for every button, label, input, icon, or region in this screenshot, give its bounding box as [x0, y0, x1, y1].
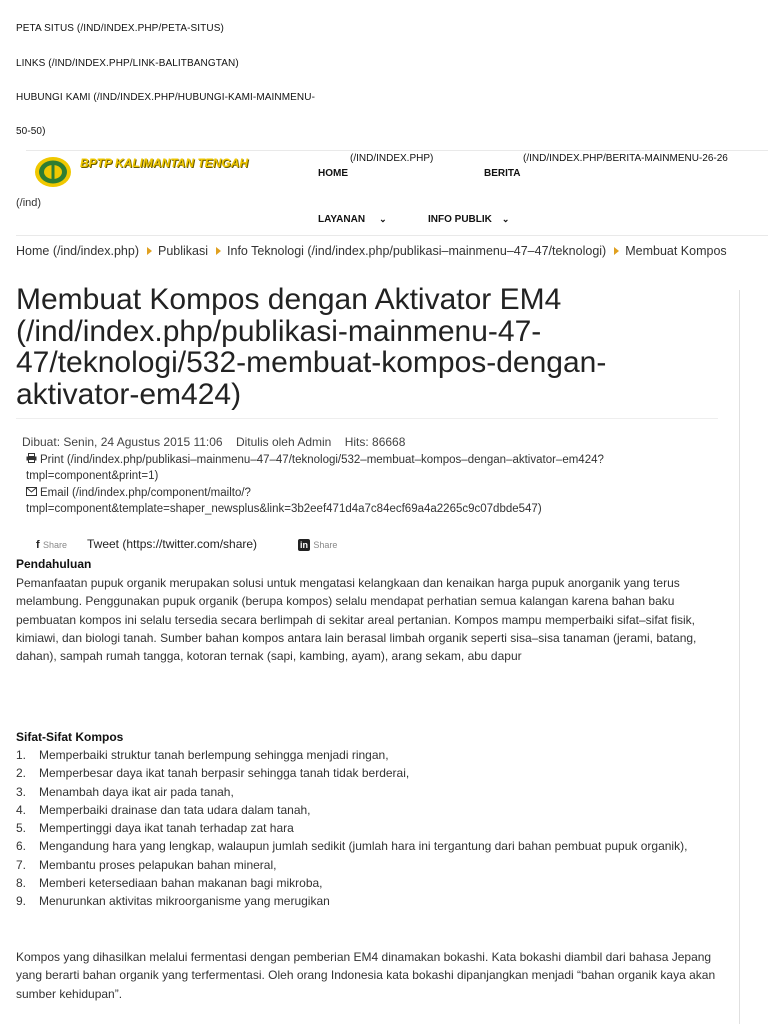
intro-heading: Pendahuluan — [16, 557, 92, 571]
nav-berita[interactable]: BERITA — [484, 168, 521, 179]
breadcrumb-publikasi[interactable]: Publikasi — [157, 244, 209, 258]
top-link-contact-cont[interactable]: 50-50) — [16, 126, 46, 137]
logo-emblem-icon[interactable] — [33, 155, 73, 189]
list-item-number: 4. — [16, 802, 27, 817]
article-meta — [22, 435, 415, 449]
top-link-contact[interactable]: HUBUNGI KAMI (/IND/INDEX.PHP/HUBUNGI-KAMI-MAINMENU- — [16, 92, 316, 103]
top-link-links[interactable]: LINKS (/IND/INDEX.PHP/LINK-BALITBANGTAN) — [16, 58, 239, 69]
top-link-site-map[interactable]: PETA SITUS (/IND/INDEX.PHP/PETA-SITUS) — [16, 23, 224, 34]
props-heading: Sifat-Sifat Kompos — [16, 730, 124, 744]
list-item — [16, 783, 716, 801]
list-item-number: 8. — [16, 876, 27, 891]
breadcrumb-home[interactable]: Home (/ind/index.php) — [16, 244, 139, 258]
breadcrumb-arrow-icon — [614, 247, 619, 255]
list-item-number: 3. — [16, 784, 27, 799]
list-item-number: 6. — [16, 839, 27, 854]
bokashi-paragraph: Kompos yang dihasilkan melalui fermentasi dengan pemberian EM4 dinamakan bokashi. Kata bokashi diambil dari bahasa Jepang yang berarti bahan organik yang terfermentasi. Oleh orang Indonesia kata bokashi dipanjangkan menjadi “bahan organik kaya akan sumber kehidupan”. — [16, 950, 716, 1001]
list-item-number: 7. — [16, 857, 27, 872]
list-item-text: Memperbesar daya ikat tanah berpasir sehingga tanah tidak berderai, — [39, 766, 410, 781]
list-item-number: 5. — [16, 821, 27, 836]
created-date: Dibuat: Senin, 24 Agustus 2015 11:06 — [22, 435, 223, 449]
list-item — [16, 856, 716, 874]
nav-home-url[interactable]: (/IND/INDEX.PHP) — [350, 153, 434, 164]
print-icon — [26, 452, 40, 468]
list-item — [16, 819, 716, 837]
list-item — [16, 874, 716, 892]
logo-link[interactable]: (/ind) — [16, 197, 42, 209]
list-item-text: Memperbaiki struktur tanah berlempung sehingga menjadi ringan, — [39, 748, 389, 762]
list-item — [16, 801, 716, 819]
list-item-text: Mengandung hara yang lengkap, walaupun jumlah sedikit (jumlah hara ini tergantung dari bahan pembuat pupuk organik), — [39, 839, 688, 854]
breadcrumb-current: Membuat Kompos — [625, 244, 727, 258]
author: Ditulis oleh Admin — [235, 435, 332, 449]
props-list — [16, 746, 716, 911]
list-item-text: Membantu proses pelapukan bahan mineral, — [39, 857, 277, 872]
nav-home[interactable]: HOME — [318, 168, 348, 179]
print-link[interactable]: Print (/ind/index.php/publikasi–mainmenu–47–47/teknologi/532–membuat–kompos–dengan–aktivator–em424?tmpl=component&print=1) — [26, 454, 604, 482]
breadcrumb-arrow-icon — [216, 247, 221, 255]
nav-layanan[interactable]: LAYANAN ⌄ — [318, 214, 387, 225]
linkedin-share-button[interactable]: in Share — [300, 540, 338, 550]
email-link[interactable]: Email (/ind/index.php/component/mailto/?tmpl=component&template=shaper_newsplus&link=3b2eef471d4a7c84ecf69a4a2265c9c07dbde547) — [26, 487, 542, 515]
hits-count: Hits: 86668 — [344, 435, 406, 449]
logo-text[interactable]: BPTP KALIMANTAN TENGAH — [80, 156, 248, 170]
list-item-number: 9. — [16, 894, 27, 909]
tweet-link[interactable]: Tweet (https://twitter.com/share) — [87, 537, 258, 551]
list-item — [16, 764, 716, 782]
chevron-down-icon: ⌄ — [379, 214, 387, 224]
list-item-text: Memberi ketersediaan bahan makanan bagi mikroba, — [39, 876, 323, 891]
intro-paragraph: Pemanfaatan pupuk organik merupakan solusi untuk mengatasi kelangkaan dan kenaikan harga pupuk anorganik yang terus melambung. Penggunakan pupuk organik (berupa kompos) selalu mendapat perhatian semua kalangan karena bahan baku pembuatan kompos ini selalu tersedia secara berlimpah di sekitar areal pertanian. Kompos mampu memperbaiki sifat–sifat fisik, kimiawi, dan biologi tanah. Sumber bahan kompos antara lain berasal limbah organik seperti sisa–sisa tanaman (jerami, batang, dahan), sampah rumah tangga, kotoran ternak (sapi, kambing, ayam), arang sekam, abu dapur — [16, 576, 697, 664]
breadcrumb-arrow-icon — [147, 247, 152, 255]
list-item-text: Mempertinggi daya ikat tanah terhadap zat hara — [39, 821, 294, 836]
list-item — [16, 837, 716, 855]
nav-berita-url[interactable]: (/IND/INDEX.PHP/BERITA-MAINMENU-26-26 — [523, 153, 728, 164]
envelope-icon — [26, 485, 40, 501]
list-item — [16, 892, 716, 910]
facebook-share-button[interactable]: f Share — [36, 539, 68, 551]
content-divider — [739, 290, 740, 1024]
linkedin-icon: in — [300, 540, 308, 550]
chevron-down-icon: ⌄ — [501, 214, 510, 224]
breadcrumb-info-teknologi[interactable]: Info Teknologi (/ind/index.php/publikasi–mainmenu–47–47/teknologi) — [227, 244, 607, 258]
list-item-text: Menurunkan aktivitas mikroorganisme yang merugikan — [39, 894, 330, 909]
nav-info-publik[interactable]: INFO PUBLIK ⌄ — [428, 214, 510, 225]
list-item-text: Memperbaiki drainase dan tata udara dalam tanah, — [39, 802, 311, 817]
list-item-text: Menambah daya ikat air pada tanah, — [39, 784, 234, 799]
page-title[interactable]: Membuat Kompos dengan Aktivator EM4 (/ind/index.php/publikasi-mainmenu-47-47/teknologi/532-membuat-kompos-dengan-aktivator-em424) — [16, 283, 607, 411]
breadcrumb — [16, 244, 727, 258]
facebook-icon: f — [36, 539, 40, 551]
list-item-number: 2. — [16, 766, 27, 781]
list-item — [16, 746, 716, 764]
list-item-number: 1. — [16, 748, 27, 762]
